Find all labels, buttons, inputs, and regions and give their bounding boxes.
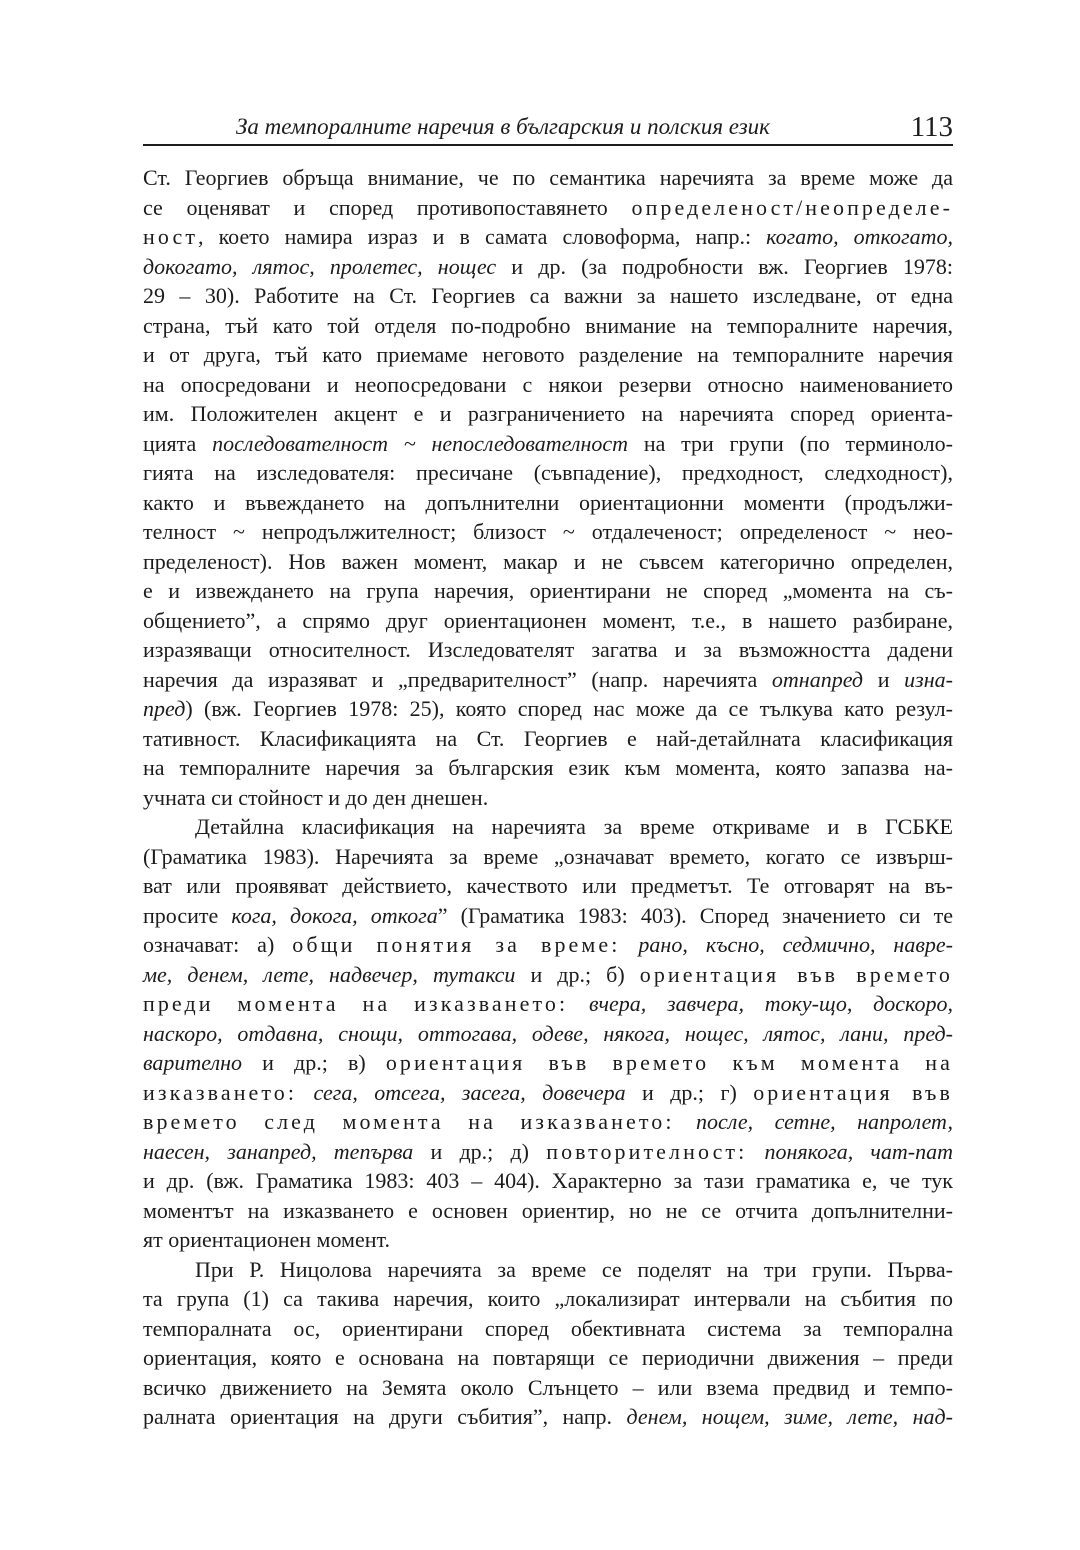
text-run: докогато, лятос, пролетес, нощес: [143, 253, 497, 279]
text-run: пред: [143, 696, 186, 721]
text-line: [143, 901, 953, 931]
text-line: [143, 222, 953, 252]
text-run: просите: [143, 902, 232, 928]
text-run: изразяващи относителност. Изследователят загатва и за възможността дадени: [143, 637, 953, 662]
text-line: [143, 1225, 953, 1255]
text-run: варително: [143, 1050, 243, 1075]
text-line: [143, 1314, 953, 1344]
text-line: [143, 399, 953, 429]
text-line: [143, 783, 953, 813]
text-run: и др.; в): [242, 1050, 386, 1075]
text-line: [143, 812, 953, 842]
text-run: , което намира израз и в самата словоформа, напр.:: [198, 224, 767, 249]
text-run: телност ~ непродължителност; близост ~ отдалеченост; определеност ~ нео-: [143, 519, 953, 544]
text-run: понякога, чат-пат: [764, 1138, 954, 1164]
text-run: ме, денем, лете, надвечер, тутакси: [143, 961, 516, 987]
text-line: [143, 1166, 953, 1196]
text-run: темпоралната ос, ориентирани според обективната система за темпорална: [143, 1315, 953, 1341]
page-number: 113: [910, 111, 953, 143]
text-run: ориентация, която е основана на повтарящи се периодични движения – преди: [143, 1345, 953, 1370]
text-line: [143, 842, 953, 872]
text-run: ориентация във времето към момента на: [385, 1050, 953, 1075]
text-run: определеност/неопределе-: [631, 194, 953, 220]
text-run: е и извеждането на група наречия, ориентирани не според „момента на съ-: [143, 578, 953, 603]
text-run: [297, 1080, 313, 1105]
text-run: гията на изследователя: пресичане (съвпадение), предходност, следходност),: [143, 460, 953, 485]
text-line: [143, 1284, 953, 1314]
text-run: рано, късно, седмично, навре-: [638, 932, 953, 957]
text-line: [143, 252, 953, 282]
text-run: [675, 1109, 696, 1134]
text-run: При Р. Ницолова наречията за време се поделят на три групи. Първа-: [195, 1256, 953, 1282]
text-run: кога, докога, откога: [231, 902, 438, 928]
text-run: (Граматика 1983). Наречията за време „означават времето, когато се извърш-: [143, 843, 953, 869]
text-run: означават: а): [143, 932, 293, 957]
text-run: цията: [143, 430, 213, 456]
text-line: [143, 1019, 953, 1049]
text-line: [143, 871, 953, 901]
text-run: Ст. Георгиев обръща внимание, че по семантика наречията за време може да: [143, 165, 953, 190]
page-body: [143, 163, 953, 1432]
text-run: на опосредовани и неопосредовани с някои резерви относно наименованието: [143, 371, 953, 397]
text-run: и др.; б): [515, 961, 640, 987]
text-run: повторителност:: [546, 1138, 748, 1164]
text-line: [143, 163, 953, 193]
text-run: изказването:: [143, 1079, 298, 1105]
text-line: [143, 576, 953, 606]
text-run: учната си стойност и до ден днешен.: [143, 784, 489, 810]
text-line: [143, 1048, 953, 1078]
text-run: моментът на изказването е основен ориентир, но не се отчита допълнителни-: [143, 1197, 953, 1223]
text-run: денем, нощем, зиме, лете, над-: [626, 1404, 953, 1429]
text-line: [143, 429, 953, 459]
text-run: всичко движението на Земята около Слънцето – или взема предвид и темпо-: [143, 1374, 953, 1400]
text-line: [143, 1078, 953, 1108]
text-run: пределеност). Нов важен момент, макар и не съвсем категорично определен,: [143, 548, 953, 574]
text-line: [143, 340, 953, 370]
text-line: [143, 665, 953, 695]
text-run: ят ориентационен момент.: [143, 1227, 390, 1252]
text-run: на три групи (по терминоло-: [628, 430, 953, 456]
text-run: както и въвеждането на допълнителни ориентационни моменти (продължи-: [143, 489, 953, 515]
text-run: се оценяват и според противопоставянето: [143, 194, 632, 220]
running-header-title: За темпоралните наречия в българския и полския език: [236, 114, 770, 139]
text-run: и др.; д): [413, 1138, 547, 1164]
text-run: страна, тъй като той отделя по-подробно внимание на темпоралните наречия,: [143, 312, 953, 338]
text-line: [143, 1107, 953, 1137]
text-run: и др. (вж. Граматика 1983: 403 – 404). Характерно за тази граматика е, че тук: [143, 1168, 953, 1193]
text-run: наскоро, отдавна, снощи, оттогава, одеве, някога, нощес, лятос, лани, пред-: [143, 1020, 953, 1046]
text-run: вчера, завчера, току-що, доскоро,: [588, 991, 954, 1016]
text-run: ” (Граматика 1983: 403). Според значението си те: [437, 902, 953, 928]
text-line: [143, 1255, 953, 1285]
text-run: ) (вж. Георгиев 1978: 25), която според нас може да се тълкува като резул-: [185, 696, 953, 721]
text-line: [143, 960, 953, 990]
text-run: ност: [143, 224, 199, 249]
text-line: [143, 989, 953, 1019]
text-run: и: [863, 666, 905, 692]
text-run: 29 – 30). Работите на Ст. Георгиев са важни за нашето изследване, от една: [143, 283, 953, 308]
text-run: наесен, занапред, тепърва: [143, 1138, 414, 1164]
text-run: и от друга, тъй като приемаме неговото разделение на темпоралните наречия: [143, 342, 953, 367]
text-run: общението”, а спрямо друг ориентационен момент, т.е., в нашето разбиране,: [143, 607, 953, 633]
text-run: ват или проявяват действието, качеството или предметът. Те отговарят на въ-: [143, 873, 953, 898]
text-run: времето след момента на изказването:: [143, 1109, 675, 1134]
text-line: [143, 1137, 953, 1167]
text-run: общи понятия за време:: [292, 932, 621, 957]
text-line: [143, 1196, 953, 1226]
text-line: [143, 1373, 953, 1403]
text-line: [143, 694, 953, 724]
text-line: [143, 606, 953, 636]
text-run: [620, 932, 638, 957]
text-run: изна-: [904, 666, 953, 692]
text-line: [143, 488, 953, 518]
text-column: [143, 112, 953, 1432]
text-run: после, сетне, напролет,: [695, 1109, 953, 1134]
text-run: ориентация във времето: [639, 961, 953, 987]
text-run: последователност ~ непоследователност: [212, 430, 629, 456]
text-line: [143, 930, 953, 960]
text-line: [143, 370, 953, 400]
text-run: тативност. Класификацията на Ст. Георгиев е най-детайлната класификация: [143, 725, 953, 751]
text-run: наречия да изразяват и „предварителност” (напр. наречията: [143, 666, 772, 692]
text-line: [143, 547, 953, 577]
text-line: [143, 458, 953, 488]
text-line: [143, 724, 953, 754]
text-line: [143, 517, 953, 547]
running-header: [143, 112, 953, 146]
text-run: ралната ориентация на други събития”, напр.: [143, 1404, 627, 1429]
text-line: [143, 311, 953, 341]
text-run: сега, отсега, засега, довечера: [313, 1079, 626, 1105]
text-line: [143, 1343, 953, 1373]
text-run: и др.; г): [625, 1079, 754, 1105]
text-run: [747, 1139, 764, 1164]
text-run: отнапред: [771, 666, 864, 692]
text-line: [143, 753, 953, 783]
text-line: [143, 635, 953, 665]
text-run: ориентация във: [753, 1079, 953, 1105]
text-line: [143, 1402, 953, 1432]
text-run: и др. (за подробности вж. Георгиев 1978:: [496, 253, 954, 279]
text-line: [143, 193, 953, 223]
text-run: когато, откогато,: [766, 224, 953, 249]
text-run: [568, 991, 589, 1016]
text-run: Детайлна класификация на наречията за време откриваме и в ГСБКЕ: [195, 814, 953, 839]
text-run: на темпоралните наречия за българския език към момента, която запазва на-: [143, 755, 953, 780]
text-run: им. Положителен акцент е и разграничението на наречията според ориента-: [143, 401, 953, 426]
text-run: та група (1) са такива наречия, които „локализират интервали на събития по: [143, 1286, 953, 1311]
text-run: преди момента на изказването:: [143, 991, 569, 1016]
text-line: [143, 281, 953, 311]
